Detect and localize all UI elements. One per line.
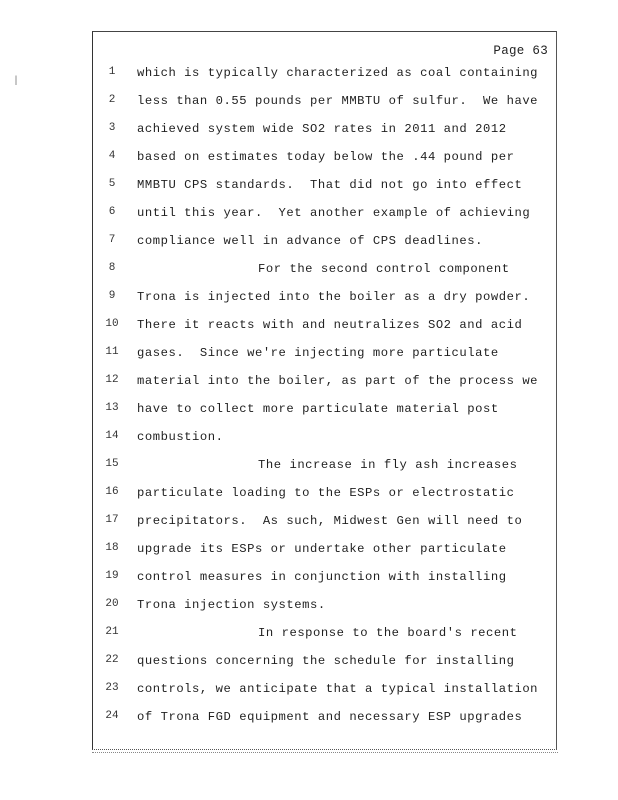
transcript-line: control measures in conjunction with installing — [137, 570, 507, 584]
line-number: 2 — [108, 94, 116, 106]
transcript-line: have to collect more particulate material post — [137, 402, 499, 416]
line-number: 20 — [105, 598, 119, 610]
transcript-line: In response to the board's recent — [258, 626, 518, 640]
transcript-line: of Trona FGD equipment and necessary ESP upgrades — [137, 710, 523, 724]
transcript-line: particulate loading to the ESPs or electrostatic — [137, 486, 515, 500]
transcript-line: less than 0.55 pounds per MMBTU of sulfur. We have — [137, 94, 539, 108]
line-number: 7 — [108, 234, 116, 246]
transcript-line: based on estimates today below the .44 pound per — [137, 150, 515, 164]
transcript-line: For the second control component — [258, 262, 510, 276]
transcript-line: controls, we anticipate that a typical installation — [137, 682, 539, 696]
transcript-line: questions concerning the schedule for installing — [137, 654, 515, 668]
line-number: 21 — [105, 626, 119, 638]
margin-mark: | — [13, 76, 20, 87]
page-number: Page 63 — [493, 44, 548, 58]
bottom-border-noise — [92, 752, 558, 754]
line-number: 1 — [108, 66, 116, 78]
transcript-line: until this year. Yet another example of achieving — [137, 206, 531, 220]
transcript-line: compliance well in advance of CPS deadlines. — [137, 234, 484, 248]
line-number: 16 — [105, 486, 119, 498]
line-number: 11 — [105, 346, 119, 358]
line-number: 15 — [105, 458, 119, 470]
line-number: 19 — [105, 570, 119, 582]
transcript-line: combustion. — [137, 430, 224, 444]
transcript-line: Trona injection systems. — [137, 598, 326, 612]
transcript-line: achieved system wide SO2 rates in 2011 and 2012 — [137, 122, 507, 136]
line-number: 23 — [105, 682, 119, 694]
transcript-line: which is typically characterized as coal containing — [137, 66, 539, 80]
transcript-page — [92, 31, 557, 750]
line-number: 4 — [108, 150, 116, 162]
line-number: 6 — [108, 206, 116, 218]
line-number: 3 — [108, 122, 116, 134]
line-number: 12 — [105, 374, 119, 386]
transcript-line: Trona is injected into the boiler as a dry powder. — [137, 290, 531, 304]
line-number: 17 — [105, 514, 119, 526]
line-number: 10 — [105, 318, 119, 330]
line-number: 9 — [108, 290, 116, 302]
transcript-line: There it reacts with and neutralizes SO2 and acid — [137, 318, 523, 332]
line-number: 18 — [105, 542, 119, 554]
transcript-line: gases. Since we're injecting more particulate — [137, 346, 499, 360]
transcript-line: precipitators. As such, Midwest Gen will need to — [137, 514, 523, 528]
transcript-line: material into the boiler, as part of the process we — [137, 374, 539, 388]
transcript-line: upgrade its ESPs or undertake other particulate — [137, 542, 507, 556]
line-number: 13 — [105, 402, 119, 414]
line-number: 24 — [105, 710, 119, 722]
line-number: 5 — [108, 178, 116, 190]
transcript-line: MMBTU CPS standards. That did not go into effect — [137, 178, 523, 192]
line-number: 8 — [108, 262, 116, 274]
line-number: 14 — [105, 430, 119, 442]
line-number: 22 — [105, 654, 119, 666]
transcript-line: The increase in fly ash increases — [258, 458, 518, 472]
